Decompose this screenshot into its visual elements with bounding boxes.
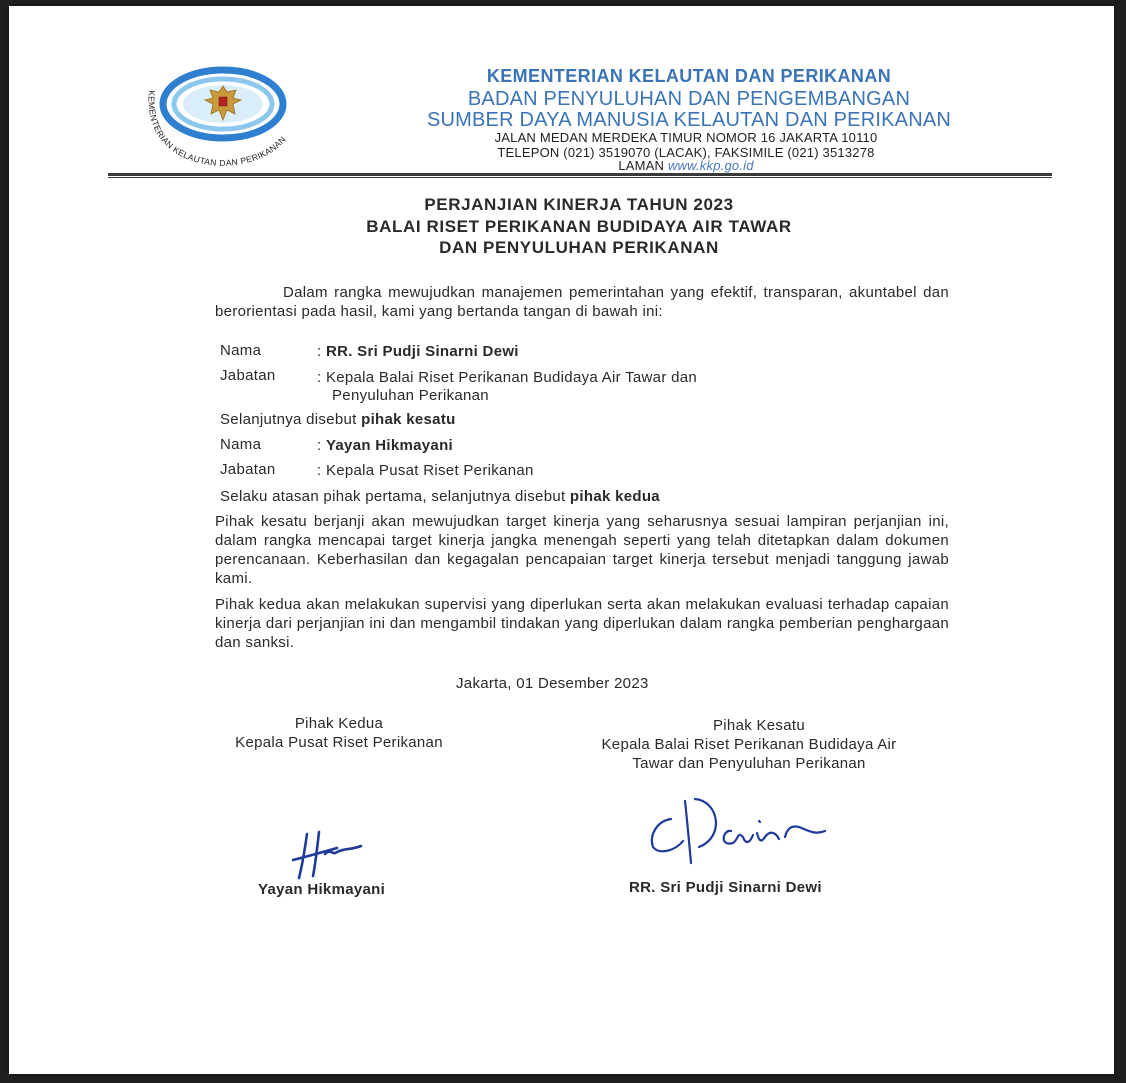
supervision-paragraph: Pihak kedua akan melakukan supervisi yang diperlukan serta akan melakukan evaluasi terhadap capaian kinerja dari perjanjian ini dan mengambil tindakan yang diperlukan dalam rangka pemberian penghargaan dan sanksi. bbox=[215, 596, 949, 651]
logo-ring-text: KEMENTERIAN KELAUTAN DAN PERIKANAN bbox=[146, 89, 288, 169]
right-signature bbox=[639, 791, 829, 871]
address: JALAN MEDAN MERDEKA TIMUR NOMOR 16 JAKARTA 10110 bbox=[494, 130, 878, 145]
left-signatory-name: Yayan Hikmayani bbox=[258, 881, 386, 898]
commitment-paragraph: Pihak kesatu berjanji akan mewujudkan target kinerja yang seharusnya sesuai lampiran perjanjian ini, dalam rangka mencapai target kinerja jangka menengah seperti yang telah ditetapkan dalam dokumen perencanaan. Keberhasilan dan kegagalan pencapaian target kinerja tersebut menjadi tanggung jawab kami. bbox=[215, 513, 949, 587]
right-signatory-role: Pihak Kesatu bbox=[713, 717, 805, 734]
document-page bbox=[9, 6, 1114, 1074]
party2-designation bbox=[220, 488, 660, 505]
party1-name-label: Nama bbox=[220, 342, 262, 359]
colon: : bbox=[317, 462, 322, 479]
party1-designation-prefix: Selanjutnya disebut bbox=[220, 411, 357, 428]
party1-position-line1: Kepala Balai Riset Perikanan Budidaya Air Tawar dan bbox=[325, 369, 698, 386]
party1-name: RR. Sri Pudji Sinarni Dewi bbox=[325, 343, 519, 360]
right-signatory-title-line2: Tawar dan Penyuluhan Perikanan bbox=[632, 755, 866, 772]
colon: : bbox=[317, 343, 322, 360]
document-title-line1: PERJANJIAN KINERJA TAHUN 2023 bbox=[424, 195, 734, 214]
website-label: LAMAN bbox=[618, 158, 665, 173]
letterhead-rule-thin bbox=[108, 177, 1052, 178]
document-title-line3: DAN PENYULUHAN PERIKANAN bbox=[439, 238, 719, 257]
party1-position-line2: Penyuluhan Perikanan bbox=[332, 387, 489, 404]
party2-designation-term: pihak kedua bbox=[569, 488, 660, 505]
ministry-name: KEMENTERIAN KELAUTAN DAN PERIKANAN bbox=[486, 66, 892, 86]
ministry-logo bbox=[137, 62, 315, 174]
website-line bbox=[306, 158, 1066, 173]
party2-name: Yayan Hikmayani bbox=[325, 437, 454, 454]
agency-name-line2: SUMBER DAYA MANUSIA KELAUTAN DAN PERIKANAN bbox=[426, 109, 952, 131]
party1-name-row bbox=[317, 343, 519, 360]
agency-name-line1: BADAN PENYULUHAN DAN PENGEMBANGAN bbox=[467, 88, 911, 110]
party2-name-row bbox=[317, 437, 453, 454]
colon: : bbox=[317, 369, 322, 386]
place-date: Jakarta, 01 Desember 2023 bbox=[456, 675, 649, 692]
intro-paragraph: Dalam rangka mewujudkan manajemen pemerintahan yang efektif, transparan, akuntabel dan berorientasi pada hasil, kami yang bertanda tangan di bawah ini: bbox=[215, 284, 949, 320]
right-signatory-title-line1: Kepala Balai Riset Perikanan Budidaya Air bbox=[601, 736, 897, 753]
party1-designation bbox=[220, 411, 456, 428]
right-signatory-name: RR. Sri Pudji Sinarni Dewi bbox=[629, 879, 822, 896]
party1-designation-term: pihak kesatu bbox=[361, 411, 456, 428]
party2-position-label: Jabatan bbox=[220, 461, 276, 478]
left-signatory-role: Pihak Kedua bbox=[294, 715, 384, 732]
left-signatory-title: Kepala Pusat Riset Perikanan bbox=[235, 734, 443, 751]
party2-position-row bbox=[317, 462, 534, 479]
party2-designation-prefix: Selaku atasan pihak pertama, selanjutnya disebut bbox=[220, 488, 566, 505]
document-title-line2: BALAI RISET PERIKANAN BUDIDAYA AIR TAWAR bbox=[366, 217, 792, 236]
party2-position: Kepala Pusat Riset Perikanan bbox=[325, 462, 534, 479]
letterhead-rule-thick bbox=[108, 173, 1052, 176]
left-signature bbox=[289, 826, 379, 886]
website-link[interactable]: www.kkp.go.id bbox=[667, 158, 754, 173]
colon: : bbox=[317, 437, 322, 454]
party1-position-row bbox=[317, 369, 697, 386]
phone-fax: TELEPON (021) 3519070 (LACAK), FAKSIMILE (021) 3513278 bbox=[497, 145, 875, 160]
party1-position-label: Jabatan bbox=[220, 367, 276, 384]
party2-name-label: Nama bbox=[220, 436, 262, 453]
